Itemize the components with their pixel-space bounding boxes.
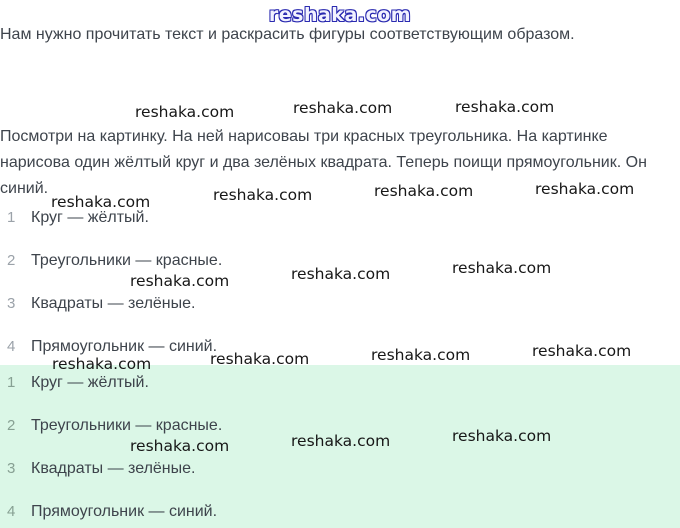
answer-highlight-panel: [0, 365, 680, 528]
paragraph-line: синий.: [0, 180, 49, 197]
list-item-number: 2: [7, 417, 16, 434]
list-item: [0, 502, 680, 522]
watermark: reshaka.com: [455, 98, 555, 116]
watermark: reshaka.com: [452, 427, 552, 445]
task-paragraph: [0, 124, 647, 202]
list-item-text: Треугольники — красные.: [31, 252, 223, 269]
list-item: [0, 251, 680, 271]
watermark: reshaka.com: [535, 180, 635, 198]
list-item: [0, 416, 680, 436]
site-watermark-top: reshaka.com: [268, 4, 412, 26]
watermark: reshaka.com: [291, 265, 391, 283]
list-item-number: 4: [7, 338, 16, 355]
list-item-text: Прямоугольник — синий.: [31, 503, 218, 520]
list-item: [0, 373, 680, 393]
watermark: reshaka.com: [213, 186, 313, 204]
list-item-text: Квадраты — зелёные.: [31, 295, 196, 312]
watermark: reshaka.com: [293, 99, 393, 117]
list-item: [0, 459, 680, 479]
list-item-text: Круг — жёлтый.: [31, 374, 149, 391]
list-item-text: Квадраты — зелёные.: [31, 460, 196, 477]
watermark: reshaka.com: [532, 342, 632, 360]
list-item-number: 1: [7, 209, 16, 226]
watermark: reshaka.com: [371, 346, 471, 364]
list-item-text: Прямоугольник — синий.: [31, 338, 218, 355]
watermark: reshaka.com: [291, 432, 391, 450]
watermark: reshaka.com: [374, 182, 474, 200]
watermark: reshaka.com: [51, 193, 151, 211]
paragraph-line: нарисова один жёлтый круг и два зелёных квадрата. Теперь поищи прямоугольник. Он: [0, 154, 647, 171]
list-item-number: 2: [7, 252, 16, 269]
watermark: reshaka.com: [130, 272, 230, 290]
list-item: [0, 337, 680, 357]
watermark: reshaka.com: [52, 355, 152, 373]
list-item-text: Треугольники — красные.: [31, 417, 223, 434]
list-item-number: 4: [7, 503, 16, 520]
watermark: reshaka.com: [135, 103, 235, 121]
intro-text: Нам нужно прочитать текст и раскрасить фигуры соответствующим образом.: [0, 26, 575, 43]
list-item-number: 3: [7, 295, 16, 312]
list-item: [0, 294, 680, 314]
watermark: reshaka.com: [452, 259, 552, 277]
list-item: [0, 208, 680, 228]
paragraph-line: Посмотри на картинку. На ней нарисоваы три красных треугольника. На картинке: [0, 128, 608, 145]
list-item-number: 1: [7, 374, 16, 391]
watermark: reshaka.com: [130, 437, 230, 455]
list-item-text: Круг — жёлтый.: [31, 209, 149, 226]
watermark: reshaka.com: [210, 350, 310, 368]
list-item-number: 3: [7, 460, 16, 477]
